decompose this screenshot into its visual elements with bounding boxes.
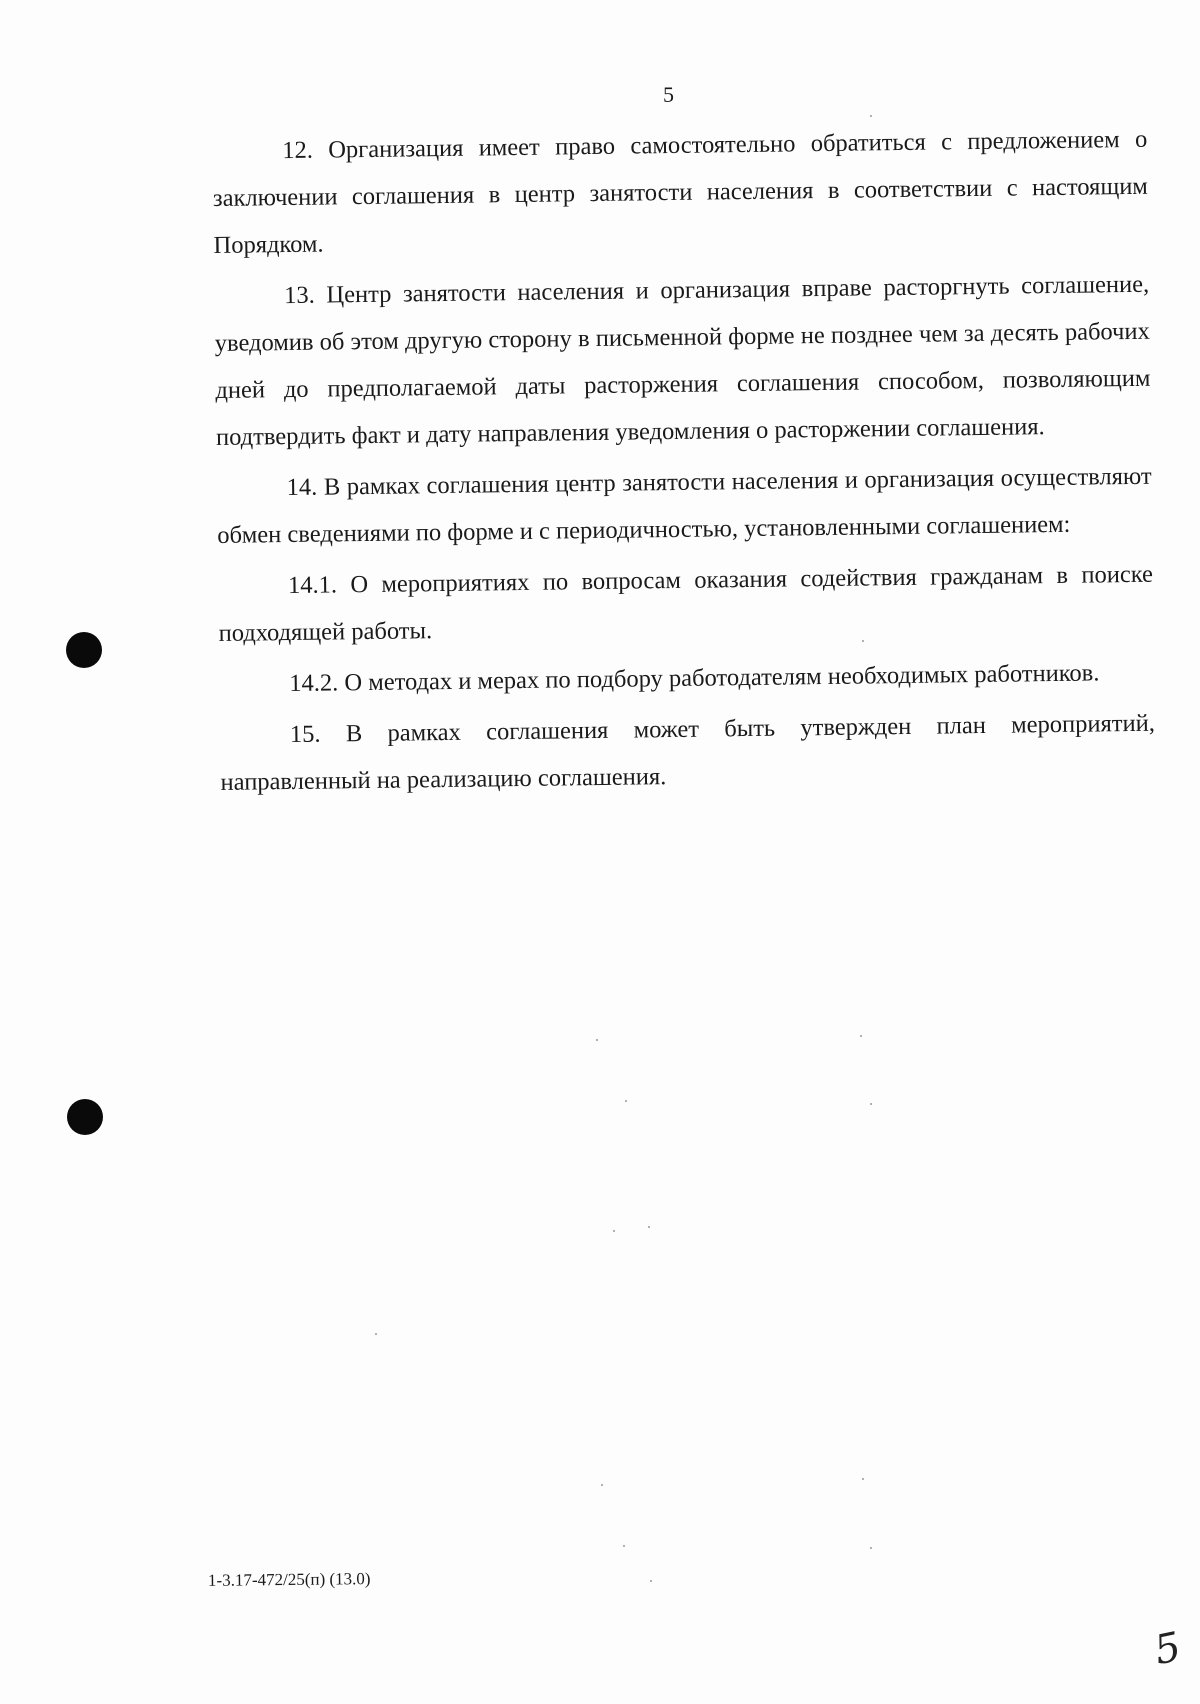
paragraph-14-2: 14.2. О методах и мерах по подбору работодателям необходимых работников. xyxy=(289,659,1100,698)
scan-speck xyxy=(648,1226,650,1228)
paragraph-13: 13. Центр занятости населения и организация вправе расторгнуть соглашение, уведомив об этом другую сторону в письменной форме не позднее чем за десять рабочих дней до предполагаемой даты расторжения соглашения способом, позволяющим подтвердить факт и дату направления уведомления о расторжении соглашения. xyxy=(214,270,1151,451)
punch-hole-top xyxy=(66,632,102,668)
scan-speck xyxy=(870,115,872,117)
scan-speck xyxy=(870,1547,872,1549)
scan-speck xyxy=(613,1230,615,1232)
page-number: 5 xyxy=(663,82,674,107)
document-body xyxy=(212,116,1156,806)
scan-speck xyxy=(650,1580,652,1582)
punch-hole-bottom xyxy=(67,1099,103,1135)
document-code: 1-3.17-472/25(п) (13.0) xyxy=(207,1569,371,1590)
paragraph-15: 15. В рамках соглашения может быть утвержден план мероприятий, направленный на реализацию соглашения. xyxy=(220,709,1156,796)
scan-speck xyxy=(375,1333,377,1335)
scan-speck xyxy=(860,1035,862,1037)
paragraph-14: 14. В рамках соглашения центр занятости населения и организация осуществляют обмен сведениями по форме и с периодичностью, установленными соглашением: xyxy=(217,462,1152,549)
handwritten-page-number: 5 xyxy=(1150,1623,1185,1675)
scan-speck xyxy=(596,1039,598,1041)
scan-speck xyxy=(601,1484,603,1486)
scan-speck xyxy=(862,1478,864,1480)
scan-speck xyxy=(870,1103,872,1105)
scan-speck xyxy=(862,640,864,642)
scan-speck xyxy=(625,1100,627,1102)
scan-speck xyxy=(623,1545,625,1547)
paragraph-12: 12. Организация имеет право самостоятельно обратиться с предложением о заключении соглашения в центр занятости населения в соответствии с настоящим Порядком. xyxy=(212,125,1149,259)
paragraph-14-1: 14.1. О мероприятиях по вопросам оказания содействия гражданам в поиске подходящей работы. xyxy=(218,560,1154,647)
